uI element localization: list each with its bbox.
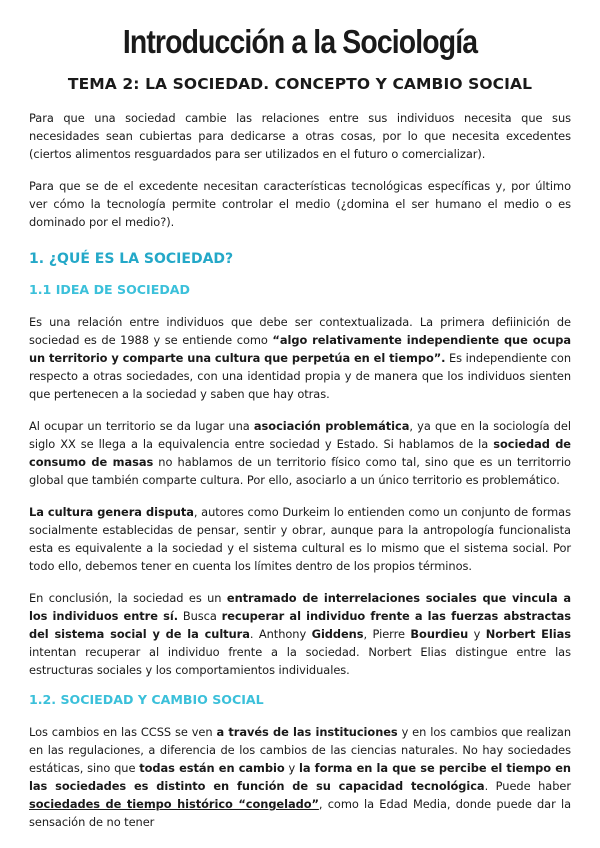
- section-heading: 1. ¿QUÉ ES LA SOCIEDAD?: [29, 251, 234, 267]
- bold-term: asociación problemática: [253, 419, 410, 433]
- subsection-heading-2: 1.2. SOCIEDAD Y CAMBIO SOCIAL: [29, 692, 264, 707]
- paragraph-idea-sociedad: [29, 313, 571, 403]
- intro-paragraph-1: Para que una sociedad cambie las relaciones entre sus individuos necesita que sus necesidades sean cubiertas para dedicarse a otras cosas, por lo que necesita excedentes (ciertos alimentos resguardados para ser utilizados en el futuro o comercializar).: [29, 111, 571, 161]
- intro-paragraph-2: Para que se de el excedente necesitan características tecnológicas específicas y, por último ver cómo la tecnología permite controlar el medio (¿domina el ser humano el medio o es dominado por el medio?).: [29, 179, 571, 229]
- text-span: Es independiente con respecto a otras sociedades, con una identidad propia y de manera que los individuos sienten que pertenecen a la sociedad y saben que hay otras.: [29, 351, 572, 401]
- bold-term: a través de las instituciones: [216, 725, 398, 739]
- text-span: y: [284, 761, 299, 775]
- paragraph-cultura: [29, 503, 571, 575]
- text-span: y en los cambios que realizan en las regulaciones, a diferencia de los cambios de las ciencias naturales. No hay sociedades estáticas, sino que: [29, 725, 571, 775]
- text-span: . Anthony: [249, 627, 312, 641]
- bold-term: La cultura genera disputa: [29, 505, 194, 519]
- document-title: Introducción a la Sociología: [122, 23, 478, 60]
- text-span: , autores como Durkeim lo entienden como un conjunto de formas socialmente establecidas de pensar, sentir y obrar, aunque para la antropología funcionalista esta es equivalente a la sociedad y el sistema cultural es lo mismo que el sistema social. Por todo ello, debemos tener en cuenta los límites dentro de los propios términos.: [29, 505, 571, 573]
- paragraph-territorio: [29, 417, 571, 489]
- subsection-heading-1: 1.1 IDEA DE SOCIEDAD: [29, 282, 190, 297]
- bold-term: recuperar al individuo frente a las fuerzas abstractas del sistema social y de la cultura: [29, 609, 571, 641]
- paragraph-cambio-social: [29, 723, 571, 831]
- underlined-term: sociedades de tiempo histórico “congelado”: [29, 797, 319, 811]
- text-span: Los cambios en las CCSS se ven: [29, 725, 217, 739]
- paragraph-conclusion: [29, 589, 571, 679]
- text-span: Busca: [177, 609, 222, 623]
- text-span: y: [468, 627, 486, 641]
- text-span: Es una relación entre individuos que debe ser contextualizada. La primera defiinición de sociedad es de 1988 y se entiende como: [29, 315, 571, 347]
- text-span: En conclusión, la sociedad es un: [29, 591, 227, 605]
- text-span: , como la Edad Media, donde puede dar la sensación de no tener: [29, 797, 571, 829]
- author-name: Norbert Elias: [485, 627, 571, 641]
- bold-definition: “algo relativamente independiente que ocupa un territorio y comparte una cultura que perpetúa en el tiempo”.: [29, 333, 571, 365]
- author-name: Bourdieu: [410, 627, 469, 641]
- bold-term: todas están en cambio: [139, 761, 285, 775]
- author-name: Giddens: [311, 627, 364, 641]
- text-span: , ya que en la sociología del siglo XX se llega a la equivalencia entre sociedad y Estado. Si hablamos de la: [29, 419, 571, 451]
- text-span: . Puede haber: [484, 779, 571, 793]
- document-subtitle: TEMA 2: LA SOCIEDAD. CONCEPTO Y CAMBIO SOCIAL: [67, 75, 533, 93]
- text-span: intentan recuperar al individuo frente a la sociedad. Norbert Elias distingue entre las estructuras sociales y los comportamientos individuales.: [29, 645, 571, 677]
- text-span: Al ocupar un territorio se da lugar una: [29, 419, 254, 433]
- bold-term: sociedad de consumo de masas: [29, 437, 571, 469]
- bold-term: la forma en la que se percibe el tiempo en las sociedades es distinto en función de su capacidad tecnológica: [29, 761, 571, 793]
- text-span: , Pierre: [363, 627, 411, 641]
- bold-term: entramado de interrelaciones sociales que vincula a los individuos entre sí.: [29, 591, 571, 623]
- text-span: no hablamos de un territorio físico como tal, sino que es un territorrio global que también comparte cultura. Por ello, asociarlo a un único territorio es problemático.: [29, 455, 571, 487]
